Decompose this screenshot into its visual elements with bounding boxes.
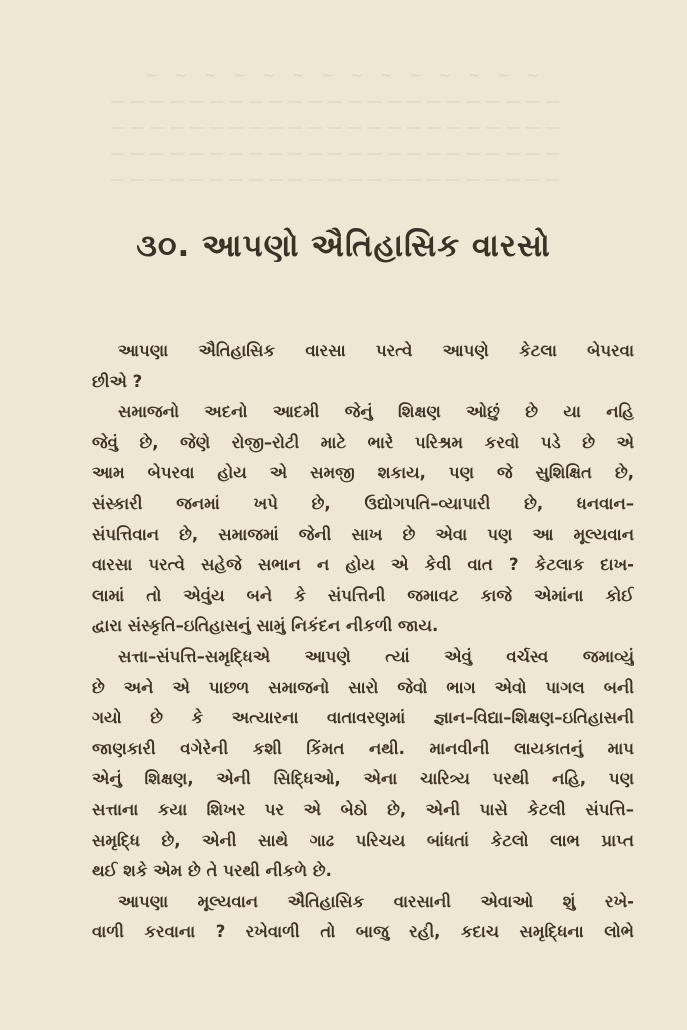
text-line: સત્તાના કયા શિખર પર એ બેઠો છે, એની પાસે કેટલી સંપત્તિ–: [92, 799, 634, 819]
text-line: છીએ ?: [92, 371, 143, 391]
text-line: દ્વારા સંસ્કૃતિ–ઇતિહાસનું સામું નિકંદન નીકળી જાય.: [92, 616, 439, 636]
text-line: એનું શિક્ષણ, એની સિદ્ધિઓ, એના ચારિત્ર્ય પરથી નહિ, પણ: [92, 769, 634, 789]
text-line: વારસા પરત્વે સહેજે સભાન ન હોય એ કેવી વાત ? કેટલાક દાખ-: [92, 555, 634, 575]
text-line: સત્તા–સંપત્તિ–સમૃદ્ધિએ આપણે ત્યાં એવું વર્ચસ્વ જમાવ્યું: [118, 646, 634, 666]
text-line: સમાજનો અદનો આદમી જેનું શિક્ષણ ઓછું છે યા નહિ: [118, 402, 634, 422]
show-through-text: ~ ~ ~ ~ ~ ~ ~ ~ ~ ~ ~ ~ ~ ~ — — — — — — — — — — — — — — — — — — — — — — — — — — — — — — — — — — — — — — — — — — — — — — — — — — — — — — — — — — — — — — — — — — — — — — — — — — — — — — — — — — — — — — — — — — — —: [110, 66, 560, 188]
text-line: સંપત્તિવાન છે, સમાજમાં જેની સાખ છે એવા પણ આ મૂલ્યવાન: [92, 524, 634, 544]
chapter-body: [92, 336, 634, 948]
chapter-title: ૩૦. આપણો ઐતિહાસિક વારસો: [136, 228, 551, 264]
text-line: છે અને એ પાછળ સમાજનો સારો જેવો ભાગ એવો પાગલ બની: [92, 677, 634, 697]
text-line: સંસ્કારી જનમાં ખપે છે, ઉદ્યોગપતિ–વ્યાપારી છે, ધનવાન–: [92, 493, 634, 513]
text-line: લામાં તો એવુંય બને કે સંપત્તિની જમાવટ કાજે એમાંના કોઈ: [92, 585, 634, 605]
text-line: ગયો છે કે અત્યારના વાતાવરણમાં જ્ઞાન–વિદ્યા–શિક્ષણ–ઇતિહાસની: [92, 708, 634, 728]
text-line: આપણા ઐતિહાસિક વારસા પરત્વે આપણે કેટલા બેપરવા: [118, 341, 634, 360]
text-line: સમૃદ્ધિ છે, એની સાથે ગાઢ પરિચય બાંધતાં કેટલો લાભ પ્રાપ્ત: [92, 830, 634, 850]
text-line: જાણકારી વગેરેની કશી કિંમત નથી. માનવીની લાયકાતનું માપ: [92, 738, 634, 758]
text-line: આપણા મૂલ્યવાન ઐતિહાસિક વારસાની એવાઓ શું રખે-: [118, 891, 634, 911]
text-line: વાળી કરવાના ? રખેવાળી તો બાજુ રહી, કદાચ સમૃદ્ધિના લોભે: [92, 922, 634, 942]
text-line: આમ બેપરવા હોય એ સમજી શકાય, પણ જે સુશિક્ષિત છે,: [92, 463, 634, 483]
text-line: જેવું છે, જેણે રોજી–રોટી માટે ભારે પરિશ્રમ કરવો પડે છે એ: [92, 432, 634, 452]
text-line: થઈ શકે એમ છે તે પરથી નીકળે છે.: [92, 861, 332, 881]
